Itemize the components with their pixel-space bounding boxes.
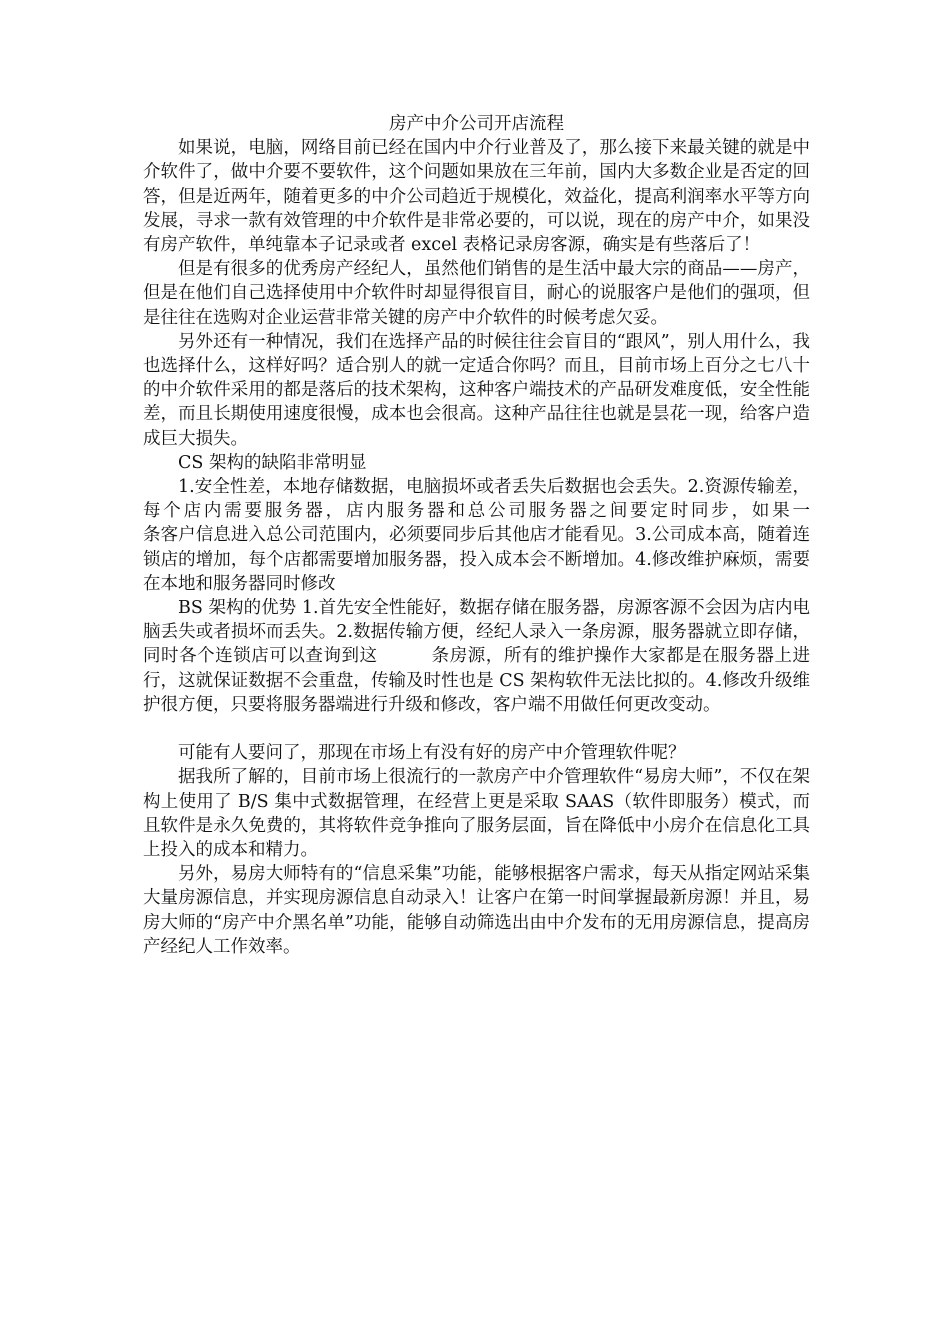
document-body: [143, 112, 950, 959]
paragraph-cs-defects: 1.安全性差，本地存储数据，电脑损坏或者丢失后数据也会丢失。2.资源传输差，每个店内需要服务器，店内服务器和总公司服务器之间要定时同步，如果一 条客户信息进入总公司范围内，必须要同步后其他店才能看见。3.公司成本高，随着连锁店的增加，每个店都需要增加服务器，投入成本会不断增加。4.修改维护麻烦，需要在本地和服务器同时修改: [143, 477, 950, 594]
document-title: 房产中介公司开店流程: [389, 114, 564, 134]
blank-line: [143, 717, 810, 741]
paragraph-follow-trend: 另外还有一种情况，我们在选择产品的时候往往会盲目的“跟风”，别人用什么，我也选择什么，这样好吗？适合别人的就一定适合你吗？而且，目前市场上百分之七八十的中介软件采用的都是落后的技术架构，这种客户端技术的产品研发难度低，安全性能差，而且长期使用速度很慢，成本也会很高。这种产品往往也就是昙花一现，给客户造成巨大损失。: [143, 331, 810, 449]
paragraph-bs-advantages: BS 架构的优势 1.首先安全性能好，数据存储在服务器，房源客源不会因为店内电脑丢失或者损坏而丢失。2.数据传输方便，经纪人录入一条房源，服务器就立即存储，同时各个连锁店可以查询到这 条房源，所有的维护操作大家都是在服务器上进行，这就保证数据不会重盘，传输及时性也是 CS 架构软件无法比拟的。4.修改升级维护很方便，只要将服务器端进行升级和修改，客户端不用做任何更改变动。: [143, 598, 810, 715]
paragraph-agents: 但是有很多的优秀房产经纪人，虽然他们销售的是生活中最大宗的商品——房产，但是在他们自己选择使用中介软件时却显得很盲目，耐心的说服客户是他们的强项，但是往往在选购对企业运营非常关键的房产中介软件的时候考虑欠妥。: [143, 259, 810, 328]
paragraph-info-collection: 另外，易房大师特有的“信息采集”功能，能够根据客户需求，每天从指定网站采集大量房源信息，并实现房源信息自动录入！让客户在第一时间掌握最新房源！并且，易房大师的“房产中介黑名单”功能，能够自动筛选出由中介发布的无用房源信息，提高房产经纪人工作效率。: [143, 864, 810, 957]
paragraph-cs-heading: CS 架构的缺陷非常明显: [178, 452, 367, 473]
paragraph-yifang-master: 据我所了解的，目前市场上很流行的一款房产中介管理软件“易房大师”，不仅在架构上使用了 B/S 集中式数据管理，在经营上更是采取 SAAS（软件即服务）模式，而且软件是永久免费的，其将软件竞争推向了服务层面，旨在降低中小房介在信息化工具上投入的成本和精力。: [143, 767, 810, 861]
paragraph-intro: 如果说，电脑，网络目前已经在国内中介行业普及了，那么接下来最关键的就是中介软件了，做中介要不要软件，这个问题如果放在三年前，国内大多数企业是否定的回答，但是近两年，随着更多的中介公司趋近于规模化，效益化，提高利润率水平等方向发展，寻求一款有效管理的中介软件是非常必要的，可以说，现在的房产中介，如果没有房产软件，单纯靠本子记录或者 excel 表格记录房客源，确实是有些落后了！: [143, 138, 810, 256]
paragraph-question: 可能有人要问了，那现在市场上有没有好的房产中介管理软件呢？: [178, 743, 686, 764]
